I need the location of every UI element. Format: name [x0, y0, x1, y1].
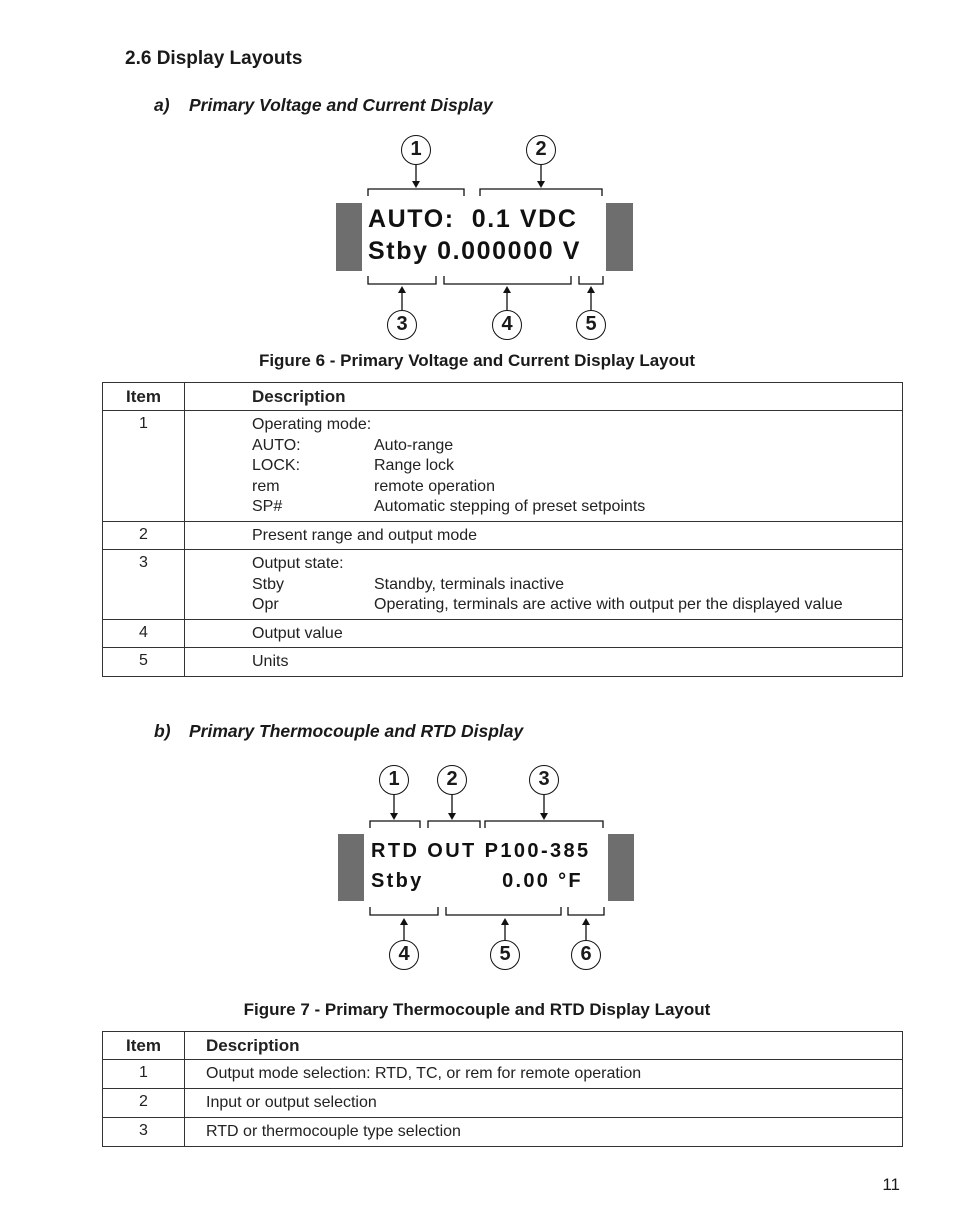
- item-number: 5: [103, 648, 185, 677]
- bracket-bottom-5: [446, 907, 561, 915]
- lcd-line-1: AUTO: 0.1 VDC: [368, 205, 578, 233]
- item-number: 3: [103, 1118, 185, 1147]
- figure-7-caption: Figure 7 - Primary Thermocouple and RTD Display Layout: [243, 1000, 711, 1019]
- mode-key: Stby: [252, 575, 285, 593]
- callout-3: 3: [387, 310, 417, 340]
- callout-5: 5: [576, 310, 606, 340]
- lcd-display-rtd: [338, 834, 634, 901]
- bracket-top-2: [428, 821, 480, 828]
- item-number: 1: [103, 1060, 185, 1089]
- mode-key: AUTO:: [252, 436, 301, 454]
- lcd-line-1: RTD OUT P100-385: [371, 840, 591, 862]
- mode-entry: [252, 575, 902, 596]
- callout-2: 2: [437, 765, 467, 795]
- callout-6: 6: [571, 940, 601, 970]
- table-voltage-display: [102, 382, 903, 677]
- bracket-top-3: [485, 821, 603, 828]
- table-row: [103, 1118, 903, 1147]
- mode-key: Opr: [252, 596, 279, 613]
- item-description: Input or output selection: [185, 1089, 903, 1118]
- item-number: 2: [103, 1089, 185, 1118]
- item-number: 1: [103, 411, 185, 522]
- subsection-a-letter: a): [154, 95, 170, 115]
- mode-value: remote operation: [374, 477, 495, 495]
- mode-key: SP#: [252, 498, 283, 515]
- table-row: [103, 550, 903, 620]
- item-description: [185, 521, 903, 550]
- column-header-item: Item: [103, 383, 185, 411]
- figure-6-diagram: [330, 132, 640, 344]
- bracket-top-1: [368, 189, 464, 196]
- item-description: [185, 619, 903, 648]
- description-text: Output state:: [252, 555, 344, 572]
- subsection-b-letter: b): [154, 721, 171, 741]
- subsection-a-heading: [154, 95, 493, 116]
- callout-1: 1: [379, 765, 409, 795]
- description-text: Present range and output mode: [252, 526, 478, 544]
- subsection-a-title: Primary Voltage and Current Display: [189, 95, 493, 115]
- bracket-bottom-6: [568, 907, 604, 915]
- bracket-bottom-4: [444, 276, 571, 284]
- mode-entry: [252, 456, 902, 477]
- table-row: [103, 1089, 903, 1118]
- item-description: Output mode selection: RTD, TC, or rem for remote operation: [185, 1060, 903, 1089]
- mode-entry: [252, 436, 902, 457]
- bracket-top-1: [370, 821, 420, 828]
- table-rtd-display: [102, 1031, 903, 1147]
- mode-key: LOCK:: [252, 457, 301, 474]
- item-number: 4: [103, 619, 185, 648]
- callout-4: 4: [389, 940, 419, 970]
- table-row: [103, 521, 903, 550]
- description-text: Operating mode:: [252, 416, 372, 433]
- callout-3: 3: [529, 765, 559, 795]
- column-header-description: Description: [185, 1032, 903, 1060]
- table-header-row: [103, 1032, 903, 1060]
- table-row: [103, 411, 903, 522]
- lcd-display-voltage: [336, 203, 633, 271]
- lcd-line-2: Stby 0.000000 V: [368, 237, 582, 265]
- callout-4: 4: [492, 310, 522, 340]
- mode-entry: [252, 477, 902, 498]
- mode-value: Operating, terminals are active with output per the displayed value: [374, 596, 843, 613]
- mode-key: rem: [252, 477, 280, 495]
- item-description: [185, 648, 903, 677]
- table-row: [103, 619, 903, 648]
- figure-6-caption: Figure 6 - Primary Voltage and Current Display Layout: [258, 351, 696, 370]
- table-row: [103, 1060, 903, 1089]
- mode-value: Standby, terminals inactive: [374, 575, 565, 593]
- lcd-line-2: Stby 0.00 °F: [371, 870, 583, 892]
- item-number: 3: [103, 550, 185, 620]
- column-header-item: Item: [103, 1032, 185, 1060]
- item-number: 2: [103, 521, 185, 550]
- bracket-bottom-5: [579, 276, 603, 284]
- table-header-row: [103, 383, 903, 411]
- mode-entry: [252, 595, 902, 616]
- description-text: Units: [252, 653, 289, 670]
- section-title: 2.6 Display Layouts: [125, 48, 303, 69]
- callout-2: 2: [526, 135, 556, 165]
- item-description: RTD or thermocouple type selection: [185, 1118, 903, 1147]
- subsection-b-title: Primary Thermocouple and RTD Display: [189, 721, 524, 741]
- item-description: [185, 411, 903, 522]
- item-description: [185, 550, 903, 620]
- page-number: 11: [882, 1175, 900, 1194]
- table-row: [103, 648, 903, 677]
- mode-value: Auto-range: [374, 436, 454, 454]
- mode-entry: [252, 497, 902, 518]
- bracket-top-2: [480, 189, 602, 196]
- mode-value: Automatic stepping of preset setpoints: [374, 498, 646, 515]
- subsection-b-heading: [154, 721, 523, 742]
- callout-5: 5: [490, 940, 520, 970]
- description-text: Output value: [252, 624, 343, 642]
- mode-value: Range lock: [374, 457, 455, 474]
- figure-7-diagram: [330, 762, 640, 974]
- callout-1: 1: [401, 135, 431, 165]
- column-header-description: Description: [185, 383, 903, 411]
